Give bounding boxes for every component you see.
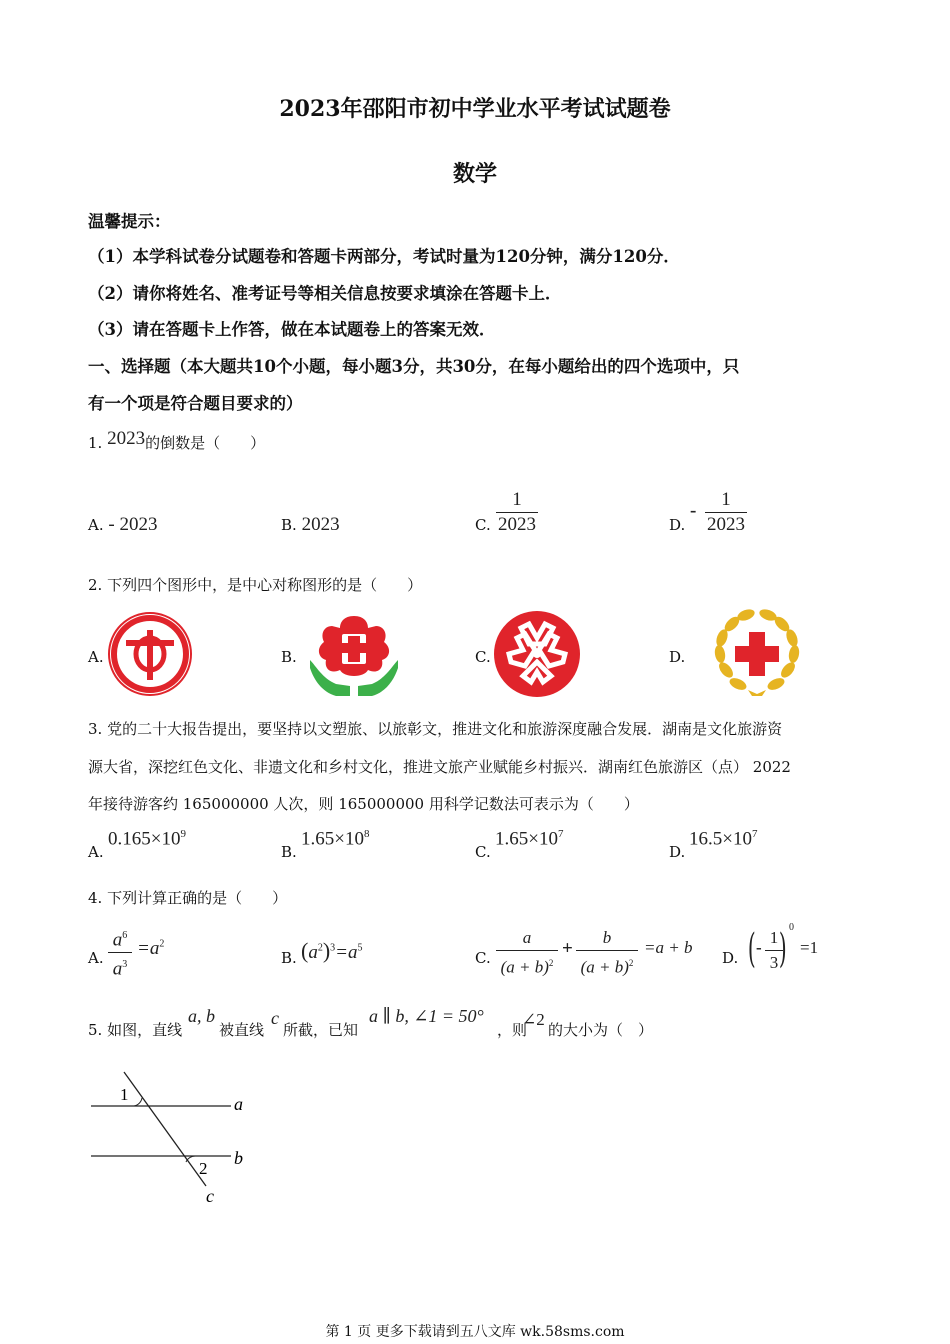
q3-b-times: ×10	[334, 828, 364, 850]
q1-d-denominator: 2023	[707, 514, 745, 535]
q4-b-close: )	[322, 938, 331, 963]
q3-option-d	[689, 828, 757, 850]
q4-c-den1: (a + b)	[500, 957, 549, 977]
question-3-line1: 3. 党的二十大报告提出，要坚持以文塑旅、以旅彰文，推进文化和旅游深度融合发展．湖南是文化旅游资	[88, 720, 783, 738]
q4-d-den: 3	[769, 953, 779, 972]
q2-d-label: D.	[669, 648, 686, 666]
q3-a-coef: 0.165	[108, 828, 151, 850]
label-c: c	[206, 1186, 214, 1206]
question-1-stem	[88, 428, 266, 453]
q4-b-exp3: 5	[357, 942, 363, 954]
q4-c-num1: a	[496, 926, 558, 951]
q1-c-denominator: 2023	[498, 514, 536, 535]
q5-end-text: 的大小为（ ）	[548, 1021, 654, 1039]
q4-b-label: B.	[281, 949, 297, 967]
q4-a-rhs-exp: 2	[159, 938, 165, 950]
q4-c-num2: b	[576, 926, 638, 951]
q4-b-rhs: =a	[335, 942, 358, 963]
q1-option-a	[88, 515, 157, 535]
q4-c-den1-exp: 2	[548, 958, 554, 968]
q1-stem-text: 的倒数是（ ）	[145, 434, 266, 452]
q1-option-c-label: C.	[475, 516, 491, 534]
section1-line1: 一、选择题（本大题共10个小题，每小题3分，共30分，在每小题给出的四个选项中，只	[88, 357, 740, 376]
q3-a-times: ×10	[150, 828, 181, 850]
q5-parallel-lines-figure	[86, 1064, 266, 1214]
label-b: b	[234, 1148, 243, 1168]
section1-line2: 有一个项是符合题目要求的）	[88, 394, 303, 413]
q5-tail-text: ，则	[497, 1021, 528, 1039]
q4-c-fraction-2	[576, 926, 638, 980]
q3-option-b	[301, 828, 369, 850]
q4-c-den2: (a + b)	[580, 957, 629, 977]
q3-c-exp: 7	[557, 828, 564, 840]
q3-a-exp: 9	[180, 828, 186, 840]
q1-a-text: - 2023	[108, 514, 158, 535]
q5-mid-text: 被直线	[219, 1021, 265, 1039]
q4-c-label: C.	[475, 949, 491, 967]
q2-b-label: B.	[281, 648, 297, 666]
q3-option-a	[108, 828, 186, 850]
q4-a-num-exp: 6	[122, 930, 128, 941]
q5-line-c: c	[271, 1008, 279, 1028]
q4-a-fraction	[108, 924, 132, 982]
q4-c-plus: +	[562, 938, 573, 959]
q1-d-sign: -	[690, 500, 697, 521]
q1-option-b	[281, 515, 340, 535]
notice-heading: 温馨提示：	[88, 212, 171, 231]
q4-a-rhs-text: =a	[137, 938, 160, 959]
line-c	[124, 1072, 206, 1186]
q4-c-rhs: =a + b	[644, 938, 693, 957]
q3-c-times: ×10	[528, 828, 558, 850]
q4-d-exp: 0	[789, 922, 794, 933]
question-4-stem: 4. 下列计算正确的是（ ）	[88, 889, 288, 907]
q3-option-c	[495, 828, 563, 850]
q2-a-label: A.	[88, 648, 104, 666]
q1-b-label: B.	[281, 516, 297, 534]
q1-number: 1.	[88, 434, 103, 452]
question-2-stem: 2. 下列四个图形中，是中心对称图形的是（ ）	[88, 576, 423, 594]
q1-b-text: 2023	[301, 514, 340, 535]
q4-a-den-var: a	[112, 958, 123, 980]
q4-d-label: D.	[722, 949, 739, 967]
question-5-stem-start: 5. 如图，直线	[88, 1021, 183, 1039]
angle-1-arc	[134, 1098, 142, 1106]
q4-a-den-exp: 3	[122, 959, 128, 971]
q1-option-c-fraction	[496, 488, 538, 537]
q4-a-num-var: a	[112, 929, 123, 951]
q1-a-label: A.	[88, 516, 104, 534]
q5-lines-ab: a, b	[188, 1006, 215, 1026]
subject-title: 数学	[452, 161, 497, 187]
page-footer: 第 1 页 更多下载请到五八文库 wk.58sms.com	[325, 1324, 625, 1340]
q4-b-open: (	[301, 938, 309, 963]
q4-d-minus: -	[756, 938, 762, 957]
q2-b-hands-cross-image	[306, 612, 402, 698]
q4-b-var: a	[308, 942, 318, 963]
q4-c-fraction-1	[496, 926, 558, 980]
question-3-line3: 年接待游客约 165000000 人次，则 165000000 用科学记数法可表示为（ ）	[88, 795, 639, 813]
q4-c-den2-exp: 2	[628, 958, 634, 968]
notice-item-3: （3）请在答题卡上作答，做在本试题卷上的答案无效．	[88, 320, 496, 339]
q3-d-exp: 7	[751, 828, 758, 840]
q4-b-exp2: 3	[330, 942, 336, 954]
q4-a-rhs	[137, 938, 164, 960]
q5-angle2: ∠2	[522, 1010, 545, 1029]
q3-d-label: D.	[669, 843, 686, 861]
notice-item-1: （1）本学科试卷分试题卷和答题卡两部分，考试时量为120分钟，满分120分．	[88, 247, 680, 266]
q4-d-open-paren: (	[747, 926, 756, 972]
q4-d-close-paren: )	[778, 926, 787, 972]
q4-d-rhs: =1	[800, 938, 819, 957]
q1-option-d-label: D.	[669, 516, 686, 534]
angle-1-label: 1	[120, 1085, 129, 1104]
q3-c-coef: 1.65	[495, 828, 529, 850]
q1-value: 2023	[107, 428, 146, 449]
q1-option-d-fraction	[705, 488, 747, 537]
question-3-line2: 源大省，深挖红色文化、非遗文化和乡村文化，推进文旅产业赋能乡村振兴．湖南红色旅游区（点） 2022	[88, 758, 791, 776]
q3-a-label: A.	[88, 843, 104, 861]
exam-title: 2023年邵阳市初中学业水平考试试题卷	[279, 96, 671, 122]
q3-b-exp: 8	[363, 828, 370, 840]
q4-b-exp1: 2	[317, 942, 323, 954]
label-a: a	[234, 1094, 243, 1114]
q1-c-numerator: 1	[496, 488, 538, 513]
q3-d-times: ×10	[722, 828, 752, 850]
q2-a-logo-image	[106, 610, 194, 698]
q5-condition: a ∥ b, ∠1 = 50°	[369, 1006, 484, 1026]
q4-option-b	[301, 938, 362, 964]
angle-2-label: 2	[199, 1159, 208, 1178]
q3-b-label: B.	[281, 843, 297, 861]
q4-d-num: 1	[765, 926, 783, 951]
q2-c-emblem-image	[493, 610, 581, 698]
q1-d-numerator: 1	[705, 488, 747, 513]
notice-item-2: （2）请你将姓名、准考证号等相关信息按要求填涂在答题卡上．	[88, 284, 562, 303]
q4-a-label: A.	[88, 949, 104, 967]
q3-d-coef: 16.5	[689, 828, 723, 850]
q2-d-red-cross-wreath-image	[712, 608, 802, 698]
q2-c-label: C.	[475, 648, 491, 666]
q5-mid2-text: 所截，已知	[283, 1021, 359, 1039]
q3-c-label: C.	[475, 843, 491, 861]
q3-b-coef: 1.65	[301, 828, 335, 850]
